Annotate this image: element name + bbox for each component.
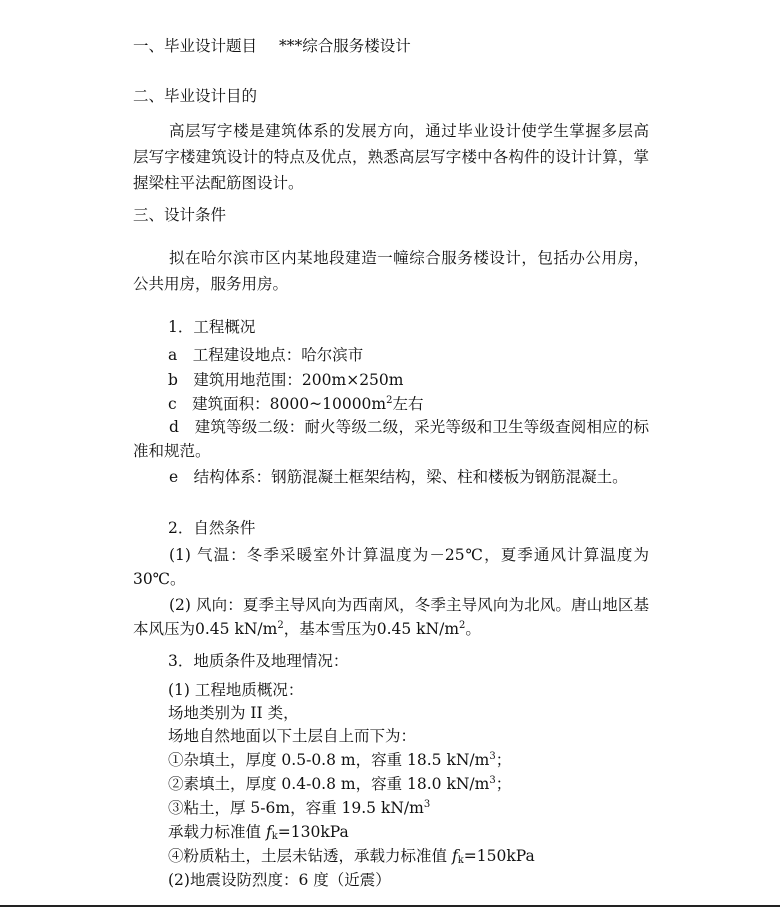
section1-label: 一、毕业设计题目 [133,37,258,55]
layer-3: ③粘土，厚 5-6m，容重 19.5 $kN/m^3$ [168,799,431,817]
design-topic: ***综合服务楼设计 [279,37,411,55]
project-item-b: b 建筑用地范围：200m×250m [168,371,404,389]
project-item-a: a 工程建设地点：哈尔滨市 [168,346,364,364]
project-item-d: d 建筑等级二级：耐火等级二级，采光等级和卫生等级查阅相应的标准和规范。 [133,418,649,460]
project-item-e: e 结构体系：钢筋混凝土框架结构，梁、柱和楼板为钢筋混凝土。 [169,468,628,486]
natural-wind: (2) 风向：夏季主导风向为西南风，冬季主导风向为北风。唐山地区基本风压为0.45 $kN/m^2$，基本雪压为0.45 $kN/m^2$。 [133,596,649,638]
geology-overview: (1) 工程地质概况： [168,681,304,699]
layer-1: ①杂填土，厚度 0.5-0.8 m，容重 18.5 $kN/m^3$； [168,751,512,769]
bearing-capacity-1: 承载力标准值 $f_k=130kPa$ [168,823,349,842]
section1-title [133,36,648,56]
layer-2: ②素填土，厚度 0.4-0.8 m，容重 18.0 $kN/m^3$； [168,775,512,793]
page-bottom-rule [0,905,780,907]
project-overview-heading: 1．工程概况 [168,318,256,336]
project-item-c: c 建筑面积：$8000\sim 10000m^2$左右 [168,395,424,413]
natural-conditions-heading: 2．自然条件 [168,519,256,537]
section3-heading: 三、设计条件 [133,206,227,224]
section3-intro: 拟在哈尔滨市区内某地段建造一幢综合服务楼设计，包括办公用房，公共用房，服务用房。 [133,249,649,293]
seismic-intensity: (2)地震设防烈度：6 度（近震） [168,871,391,889]
natural-temperature: (1) 气温：冬季采暖室外计算温度为－25℃，夏季通风计算温度为30℃。 [133,546,649,588]
section2-heading: 二、毕业设计目的 [133,87,258,105]
layer-4: ④粉质粘土，土层未钻透，承载力标准值 $f_k=150kPa$ [168,847,535,866]
section2-paragraph: 高层写字楼是建筑体系的发展方向，通过毕业设计使学生掌握多层高层写字楼建筑设计的特点及优点，熟悉高层写字楼中各构件的设计计算，掌握梁柱平法配筋图设计。 [133,122,649,192]
layers-intro: 场地自然地面以下土层自上而下为： [168,727,417,745]
site-class: 场地类别为 II 类， [168,704,299,722]
geology-heading: 3．地质条件及地理情况： [168,652,349,670]
